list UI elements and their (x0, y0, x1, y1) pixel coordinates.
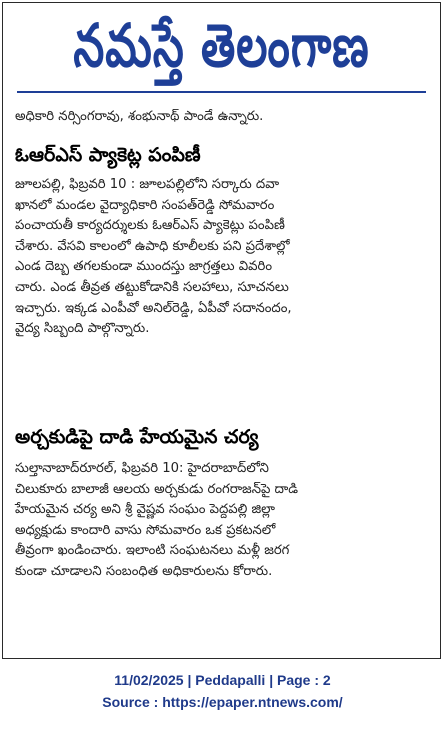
article-line: కుండా చూడాలని సంబంధిత అధికారులను కోరారు. (15, 563, 273, 579)
article-line: అధ్యక్షుడు కాందారి వాసు సోమవారం ఒక ప్రకటనలో (15, 522, 276, 538)
article-line: ఖానలో మండల వైద్యాధికారి సంపత్‌రెడ్డి సోమవారం (15, 197, 275, 213)
article-line: చారు. ఎండ తీవ్రత తట్టుకోడానికి సలహాలు, సూచనలు (15, 279, 289, 295)
clipping-meta: 11/02/2025 | Peddapalli | Page : 2 (114, 672, 331, 688)
article-line: చిలుకూరు బాలాజీ ఆలయ అర్చకుడు రంగరాజన్‌పై దాడి (15, 481, 298, 497)
article-line: సుల్తానాబాద్‌రూరల్, ఫిబ్రవరి 10: హైదరాబాద్‌లోని (15, 461, 269, 476)
continuation-text (15, 107, 428, 127)
article-line: జూలపల్లి, ఫిబ్రవరి 10 : జూలపల్లిలోని సర్కారు దవా (15, 177, 280, 192)
source-link[interactable]: Source : https://epaper.ntnews.com/ (102, 694, 343, 710)
masthead-title: నమస్తే తెలంగాణ (73, 11, 370, 81)
newspaper-clipping (2, 2, 441, 659)
article-priest-attack (15, 423, 428, 583)
article-line: ఎండ దెబ్బ తగలకుండా ముందస్తు జాగ్రత్తలు వివరిం (15, 259, 273, 275)
masthead (3, 9, 440, 85)
masthead-divider (17, 91, 426, 93)
continuation-line: అధికారి నర్సింగరావు, శంభునాథ్ పాండే ఉన్నారు. (15, 109, 264, 124)
article-line: తీవ్రంగా ఖండించారు. ఇలాంటి సంఘటనలు మళ్లీ జరగ (15, 543, 290, 559)
article-line: పంచాయతీ కార్యదర్శులకు ఓఆర్ఎస్ ప్యాకెట్లు పంపిణీ (15, 218, 285, 234)
article-body (15, 175, 428, 340)
article-line: చేశారు. వేసవి కాలంలో ఉపాధి కూలీలకు పని ప్రదేశాల్లో (15, 238, 290, 254)
article-line: వైద్య సిబ్బంది పాల్గొన్నారు. (15, 321, 150, 337)
article-line: హేయమైన చర్య అని శ్రీ వైష్ణవ సంఘం పెద్దపల్లి జిల్లా (15, 502, 275, 518)
article-headline: అర్చకుడిపై దాడి హేయమైన చర్య (15, 426, 259, 448)
article-body (15, 459, 428, 583)
article-headline: ఓఆర్ఎస్ ప్యాకెట్ల పంపిణీ (15, 144, 201, 166)
article-ors-distribution (15, 141, 428, 340)
article-line: ఇచ్చారు. ఇక్కడ ఎంపీవో అనిల్‌రెడ్డి, ఏపీవో సదానందం, (15, 300, 292, 316)
